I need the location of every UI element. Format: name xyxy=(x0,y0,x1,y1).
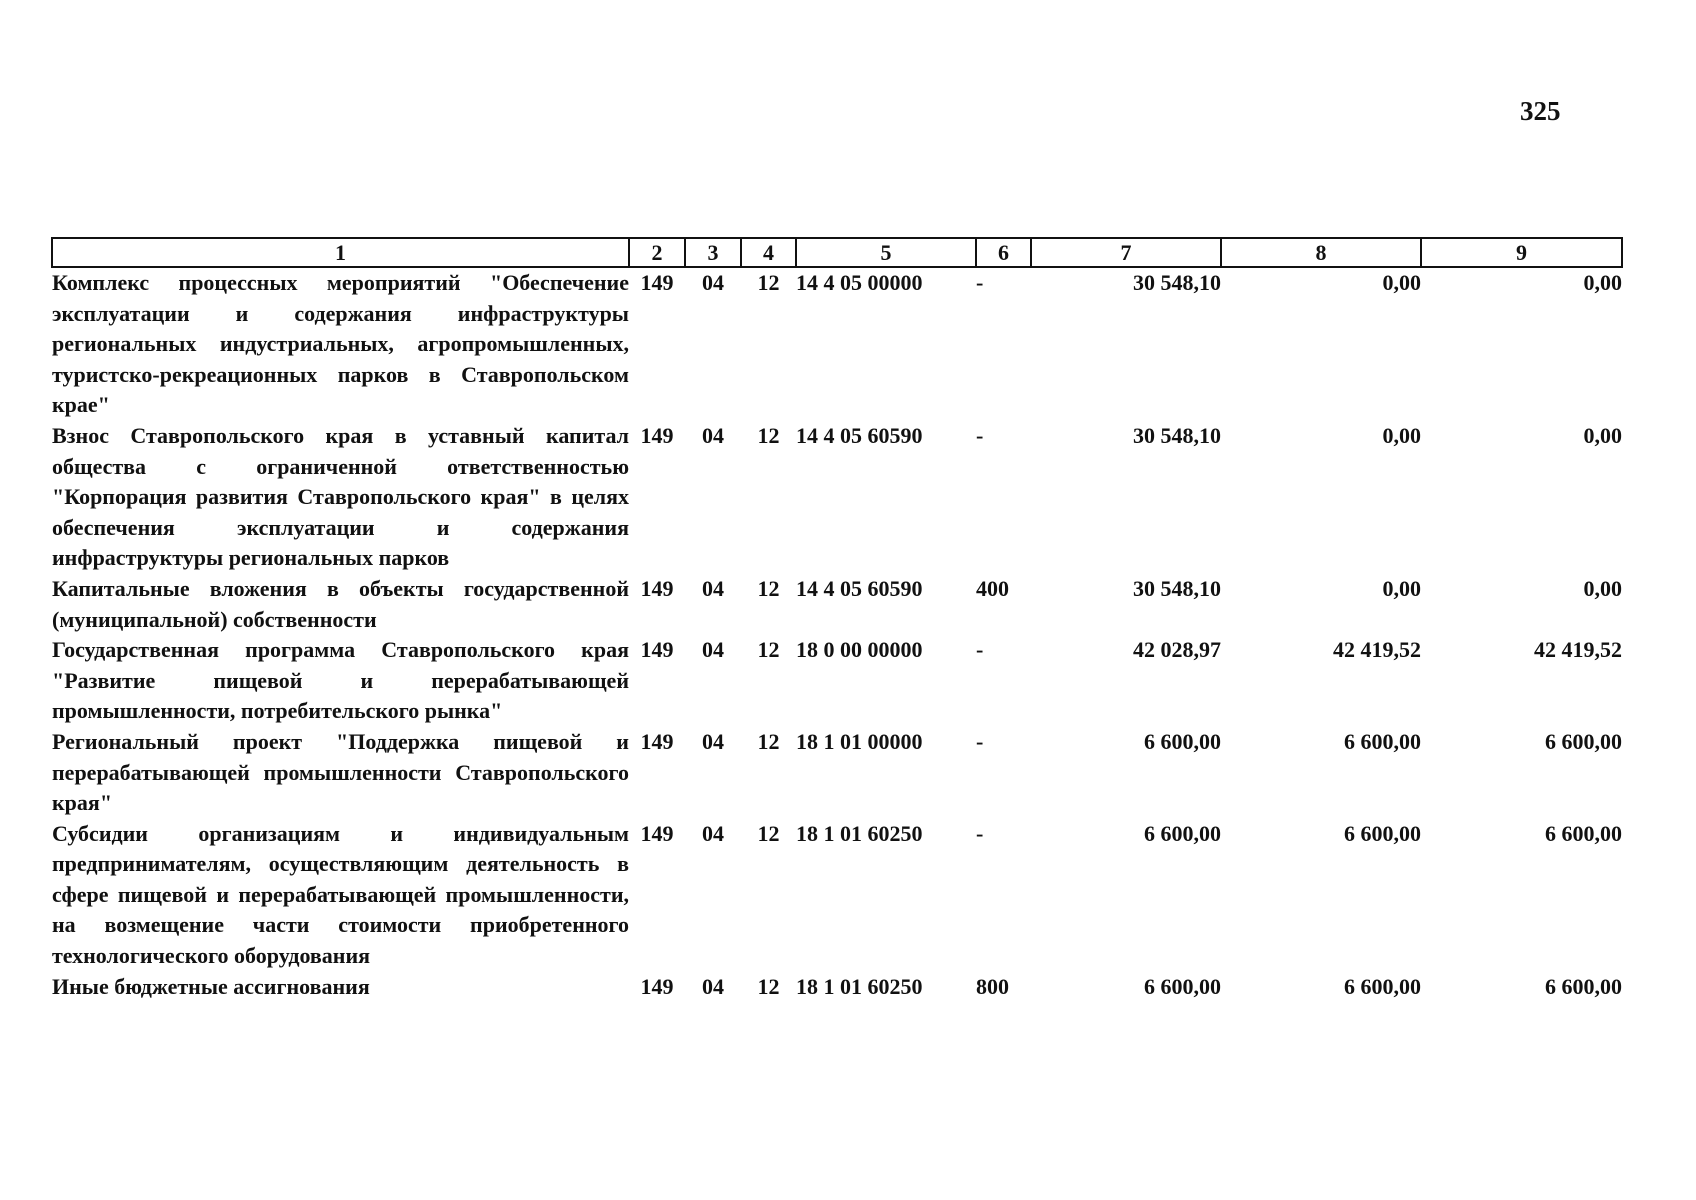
table-row xyxy=(52,574,1622,635)
target-article-code: 14 4 05 60590 xyxy=(796,575,923,601)
amount-col7: 42 028,97 xyxy=(1133,637,1221,663)
section-code: 04 xyxy=(702,637,724,663)
target-article-code: 14 4 05 00000 xyxy=(796,270,923,295)
ministry-code: 149 xyxy=(640,575,674,601)
ministry-code: 149 xyxy=(640,270,674,295)
target-article-code: 14 4 05 60590 xyxy=(796,422,923,448)
subsection-code: 12 xyxy=(757,820,780,846)
amount-col8: 6 600,00 xyxy=(1344,973,1421,999)
expense-type-code: 400 xyxy=(976,575,1009,601)
amount-col7: 30 548,10 xyxy=(1133,422,1221,448)
expense-type-code: - xyxy=(976,270,984,295)
section-code: 04 xyxy=(702,270,724,295)
amount-col8: 6 600,00 xyxy=(1344,820,1421,846)
expense-type-code: - xyxy=(976,422,984,448)
amount-col9: 6 600,00 xyxy=(1545,973,1622,999)
col-header-6: 6 xyxy=(976,238,1031,267)
amount-col8: 0,00 xyxy=(1382,422,1421,448)
section-code: 04 xyxy=(702,728,724,754)
amount-col8: 0,00 xyxy=(1382,270,1421,295)
ministry-code: 149 xyxy=(640,820,674,846)
col-header-2: 2 xyxy=(629,238,685,267)
table-row xyxy=(52,635,1622,727)
row-name: Государственная программа Ставропольского края "Развитие пищевой и перерабатывающей промышленности, потребительского рынка" xyxy=(52,637,629,724)
col-header-1: 1 xyxy=(52,238,629,267)
col-header-7: 7 xyxy=(1031,238,1221,267)
section-code: 04 xyxy=(702,820,724,846)
subsection-code: 12 xyxy=(757,422,780,448)
col-header-9: 9 xyxy=(1421,238,1622,267)
amount-col8: 42 419,52 xyxy=(1333,637,1421,663)
section-code: 04 xyxy=(702,575,724,601)
ministry-code: 149 xyxy=(640,728,674,754)
expense-type-code: - xyxy=(976,820,984,846)
table-body xyxy=(52,267,1622,1002)
col-header-4: 4 xyxy=(741,238,796,267)
budget-table xyxy=(51,237,1623,1002)
table-row xyxy=(52,819,1622,972)
col-header-3: 3 xyxy=(685,238,741,267)
amount-col9: 6 600,00 xyxy=(1545,728,1622,754)
amount-col7: 30 548,10 xyxy=(1133,575,1221,601)
expense-type-code: - xyxy=(976,728,984,754)
row-name: Взнос Ставропольского края в уставный капитал общества с ограниченной ответственностью "Корпорация развития Ставропольского края" в целях обеспечения эксплуатации и содержания инфраструктуры региональных парков xyxy=(52,422,629,571)
ministry-code: 149 xyxy=(640,422,674,448)
subsection-code: 12 xyxy=(757,575,780,601)
amount-col9: 0,00 xyxy=(1583,270,1622,295)
table-row xyxy=(52,972,1622,1003)
amount-col7: 6 600,00 xyxy=(1144,820,1221,846)
row-name: Региональный проект "Поддержка пищевой и перерабатывающей промышленности Ставропольского края" xyxy=(52,728,629,816)
expense-type-code: 800 xyxy=(976,973,1009,999)
amount-col7: 30 548,10 xyxy=(1133,270,1221,295)
target-article-code: 18 1 01 60250 xyxy=(796,973,923,999)
subsection-code: 12 xyxy=(757,973,780,999)
section-code: 04 xyxy=(702,973,724,999)
page-number: 325 xyxy=(1520,96,1561,126)
ministry-code: 149 xyxy=(640,973,674,999)
section-code: 04 xyxy=(702,422,724,448)
row-name: Субсидии организациям и индивидуальным предпринимателям, осуществляющим деятельность в сфере пищевой и перерабатывающей промышленности, на возмещение части стоимости приобретенного технологического оборудования xyxy=(52,820,629,969)
col-header-5: 5 xyxy=(796,238,976,267)
amount-col9: 0,00 xyxy=(1583,575,1622,601)
subsection-code: 12 xyxy=(757,270,780,295)
target-article-code: 18 0 00 00000 xyxy=(796,637,923,663)
amount-col8: 0,00 xyxy=(1382,575,1421,601)
amount-col7: 6 600,00 xyxy=(1144,728,1221,754)
amount-col8: 6 600,00 xyxy=(1344,728,1421,754)
table-row xyxy=(52,727,1622,819)
target-article-code: 18 1 01 00000 xyxy=(796,728,923,754)
target-article-code: 18 1 01 60250 xyxy=(796,820,923,846)
ministry-code: 149 xyxy=(640,637,674,663)
amount-col9: 42 419,52 xyxy=(1534,637,1622,663)
table-row xyxy=(52,421,1622,574)
subsection-code: 12 xyxy=(757,728,780,754)
header-row xyxy=(52,238,1622,267)
table-header xyxy=(52,238,1622,267)
amount-col9: 0,00 xyxy=(1583,422,1622,448)
expense-type-code: - xyxy=(976,637,984,663)
row-name: Комплекс процессных мероприятий "Обеспечение эксплуатации и содержания инфраструктуры региональных индустриальных, агропромышленных, туристско-рекреационных парков в Ставропольском крае" xyxy=(52,270,629,418)
subsection-code: 12 xyxy=(757,637,780,663)
col-header-8: 8 xyxy=(1221,238,1421,267)
row-name: Капитальные вложения в объекты государственной (муниципальной) собственности xyxy=(52,575,629,632)
amount-col7: 6 600,00 xyxy=(1144,973,1221,999)
row-name: Иные бюджетные ассигнования xyxy=(52,973,370,999)
table-row xyxy=(52,267,1622,421)
amount-col9: 6 600,00 xyxy=(1545,820,1622,846)
